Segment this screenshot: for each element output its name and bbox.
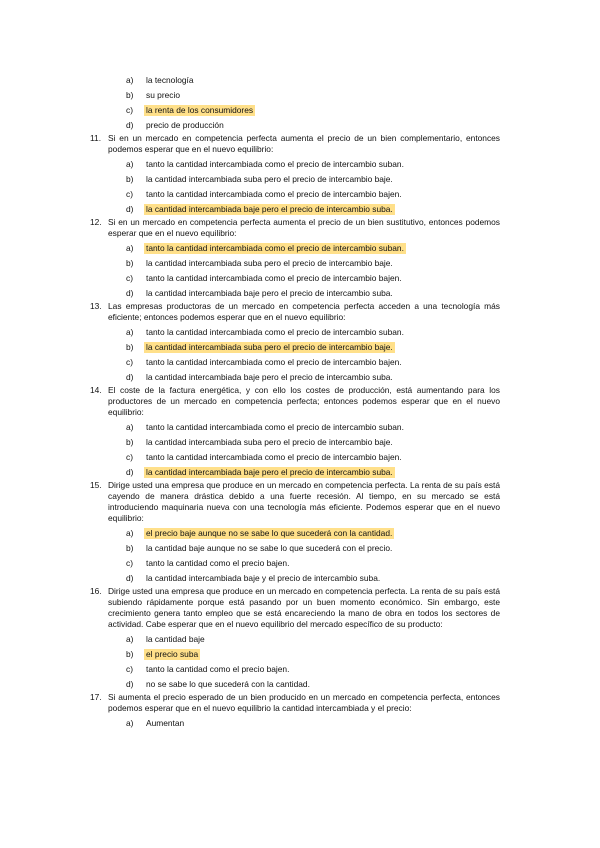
option-text-highlighted: el precio baje aunque no se sabe lo que sucederá con la cantidad. — [146, 528, 393, 538]
option-letter: d) — [126, 204, 134, 214]
option-letter: d) — [126, 120, 134, 130]
question-stem — [90, 385, 500, 418]
option-text: tanto la cantidad como el precio bajen. — [146, 664, 290, 674]
option-text: la cantidad intercambiada suba pero el precio de intercambio baje. — [146, 174, 393, 184]
question-block — [90, 133, 500, 217]
question-number: 12. — [90, 217, 102, 227]
option-text: la cantidad intercambiada suba pero el precio de intercambio baje. — [146, 258, 393, 268]
question-text: Las empresas productoras de un mercado en competencia perfecta acceden a una tecnología más eficiente; entonces podemos esperar que en el nuevo equilibrio: — [108, 301, 500, 322]
option-letter: a) — [126, 327, 134, 337]
answer-option — [90, 450, 500, 465]
answer-option — [90, 187, 500, 202]
option-text: no se sabe lo que sucederá con la cantidad. — [146, 679, 310, 689]
answer-option — [90, 118, 500, 133]
option-letter: b) — [126, 174, 134, 184]
option-letter: b) — [126, 90, 134, 100]
option-letter: d) — [126, 573, 134, 583]
option-letter: c) — [126, 105, 133, 115]
question-list — [90, 73, 500, 731]
option-letter: b) — [126, 258, 134, 268]
option-text: tanto la cantidad intercambiada como el precio de intercambio bajen. — [146, 357, 402, 367]
answer-option — [90, 716, 500, 731]
question-block — [90, 692, 500, 731]
question-number: 11. — [90, 133, 102, 143]
question-text: Dirige usted una empresa que produce en un mercado en competencia perfecta. La renta de su país está subiendo rápidamente porque está pasando por un buen momento económico. Sin embargo, este crecimiento genera tanto empleo que se está encareciendo la mano de obra en todos los sectores de actividad. Cabe esperar que en el nuevo equilibrio del mercado específico de su producto: — [108, 586, 500, 629]
option-text: la cantidad baje — [146, 634, 205, 644]
option-letter: c) — [126, 273, 133, 283]
answer-option — [90, 103, 500, 118]
option-letter: a) — [126, 75, 134, 85]
question-number: 13. — [90, 301, 102, 311]
option-letter: b) — [126, 437, 134, 447]
question-number: 15. — [90, 480, 102, 490]
question-text: Si en un mercado en competencia perfecta aumenta el precio de un bien sustitutivo, entonces podemos esperar que en el nuevo equilibrio: — [108, 217, 500, 238]
option-letter: d) — [126, 372, 134, 382]
option-text-highlighted: tanto la cantidad intercambiada como el precio de intercambio suban. — [146, 243, 404, 253]
option-letter: c) — [126, 189, 133, 199]
question-stem — [90, 480, 500, 524]
question-block — [90, 385, 500, 480]
option-text-highlighted: la cantidad intercambiada baje pero el precio de intercambio suba. — [146, 204, 393, 214]
option-text: tanto la cantidad intercambiada como el precio de intercambio bajen. — [146, 273, 402, 283]
answer-option — [90, 465, 500, 480]
option-text: la cantidad intercambiada suba pero el precio de intercambio baje. — [146, 437, 393, 447]
option-letter: c) — [126, 452, 133, 462]
option-letter: a) — [126, 159, 134, 169]
option-text-highlighted: la cantidad intercambiada suba pero el precio de intercambio baje. — [146, 342, 393, 352]
option-letter: d) — [126, 288, 134, 298]
option-letter: a) — [126, 528, 134, 538]
question-stem — [90, 586, 500, 630]
option-text: tanto la cantidad intercambiada como el precio de intercambio suban. — [146, 422, 404, 432]
answer-option — [90, 632, 500, 647]
answer-option — [90, 88, 500, 103]
option-letter: a) — [126, 634, 134, 644]
answer-option — [90, 325, 500, 340]
question-number: 16. — [90, 586, 102, 596]
answer-option — [90, 340, 500, 355]
answer-option — [90, 73, 500, 88]
option-text: su precio — [146, 90, 180, 100]
option-text: la cantidad intercambiada baje pero el precio de intercambio suba. — [146, 372, 393, 382]
question-text: Dirige usted una empresa que produce en un mercado en competencia perfecta. La renta de su país está cayendo de manera drástica debido a una fuerte recesión. Al tiempo, en su mercado se está introduciendo maquinaria nueva con una tecnología más eficiente. Podemos esperar que en el nuevo equilibrio: — [108, 480, 500, 523]
answer-option — [90, 172, 500, 187]
question-text: Si aumenta el precio esperado de un bien producido en un mercado en competencia perfecta, entonces podemos esperar que en el nuevo equilibrio la cantidad intercambiada y el precio: — [108, 692, 500, 713]
answer-option — [90, 370, 500, 385]
option-text: la cantidad intercambiada baje y el precio de intercambio suba. — [146, 573, 381, 583]
answer-option — [90, 256, 500, 271]
question-stem — [90, 217, 500, 239]
option-text-highlighted: la cantidad intercambiada baje pero el precio de intercambio suba. — [146, 467, 393, 477]
answer-option — [90, 241, 500, 256]
question-block — [90, 217, 500, 301]
question-stem — [90, 133, 500, 155]
question-number: 14. — [90, 385, 102, 395]
option-text: la cantidad intercambiada baje pero el precio de intercambio suba. — [146, 288, 393, 298]
option-letter: d) — [126, 467, 134, 477]
option-letter: d) — [126, 679, 134, 689]
option-letter: b) — [126, 543, 134, 553]
question-text: Si en un mercado en competencia perfecta aumenta el precio de un bien complementario, entonces podemos esperar que en el nuevo equilibrio: — [108, 133, 500, 154]
answer-option — [90, 662, 500, 677]
answer-option — [90, 286, 500, 301]
question-block — [90, 480, 500, 586]
answer-option — [90, 355, 500, 370]
option-text: tanto la cantidad como el precio bajen. — [146, 558, 290, 568]
option-letter: b) — [126, 649, 134, 659]
option-text: tanto la cantidad intercambiada como el precio de intercambio bajen. — [146, 189, 402, 199]
question-text: El coste de la factura energética, y con ello los costes de producción, está aumentando para los productores de un mercado en competencia perfecta; entonces podemos esperar que en el nuevo equilibrio: — [108, 385, 500, 417]
option-text: precio de producción — [146, 120, 224, 130]
answer-option — [90, 435, 500, 450]
question-stem — [90, 301, 500, 323]
lead-options — [90, 73, 500, 133]
option-text: Aumentan — [146, 718, 185, 728]
answer-option — [90, 271, 500, 286]
option-text: tanto la cantidad intercambiada como el precio de intercambio suban. — [146, 159, 404, 169]
question-block — [90, 586, 500, 692]
answer-option — [90, 647, 500, 662]
option-text: la tecnología — [146, 75, 194, 85]
question-block — [90, 301, 500, 385]
answer-option — [90, 420, 500, 435]
answer-option — [90, 556, 500, 571]
answer-option — [90, 541, 500, 556]
question-stem — [90, 692, 500, 714]
answer-option — [90, 157, 500, 172]
option-letter: a) — [126, 422, 134, 432]
option-text-highlighted: el precio suba — [146, 649, 199, 659]
option-text-highlighted: la renta de los consumidores — [146, 105, 254, 115]
answer-option — [90, 677, 500, 692]
option-letter: a) — [126, 243, 134, 253]
option-letter: c) — [126, 357, 133, 367]
option-text: la cantidad baje aunque no se sabe lo que sucederá con el precio. — [146, 543, 393, 553]
answer-option — [90, 526, 500, 541]
option-text: tanto la cantidad intercambiada como el precio de intercambio suban. — [146, 327, 404, 337]
option-letter: b) — [126, 342, 134, 352]
option-text: tanto la cantidad intercambiada como el precio de intercambio bajen. — [146, 452, 402, 462]
option-letter: c) — [126, 664, 133, 674]
answer-option — [90, 571, 500, 586]
answer-option — [90, 202, 500, 217]
option-letter: c) — [126, 558, 133, 568]
option-letter: a) — [126, 718, 134, 728]
question-number: 17. — [90, 692, 102, 702]
